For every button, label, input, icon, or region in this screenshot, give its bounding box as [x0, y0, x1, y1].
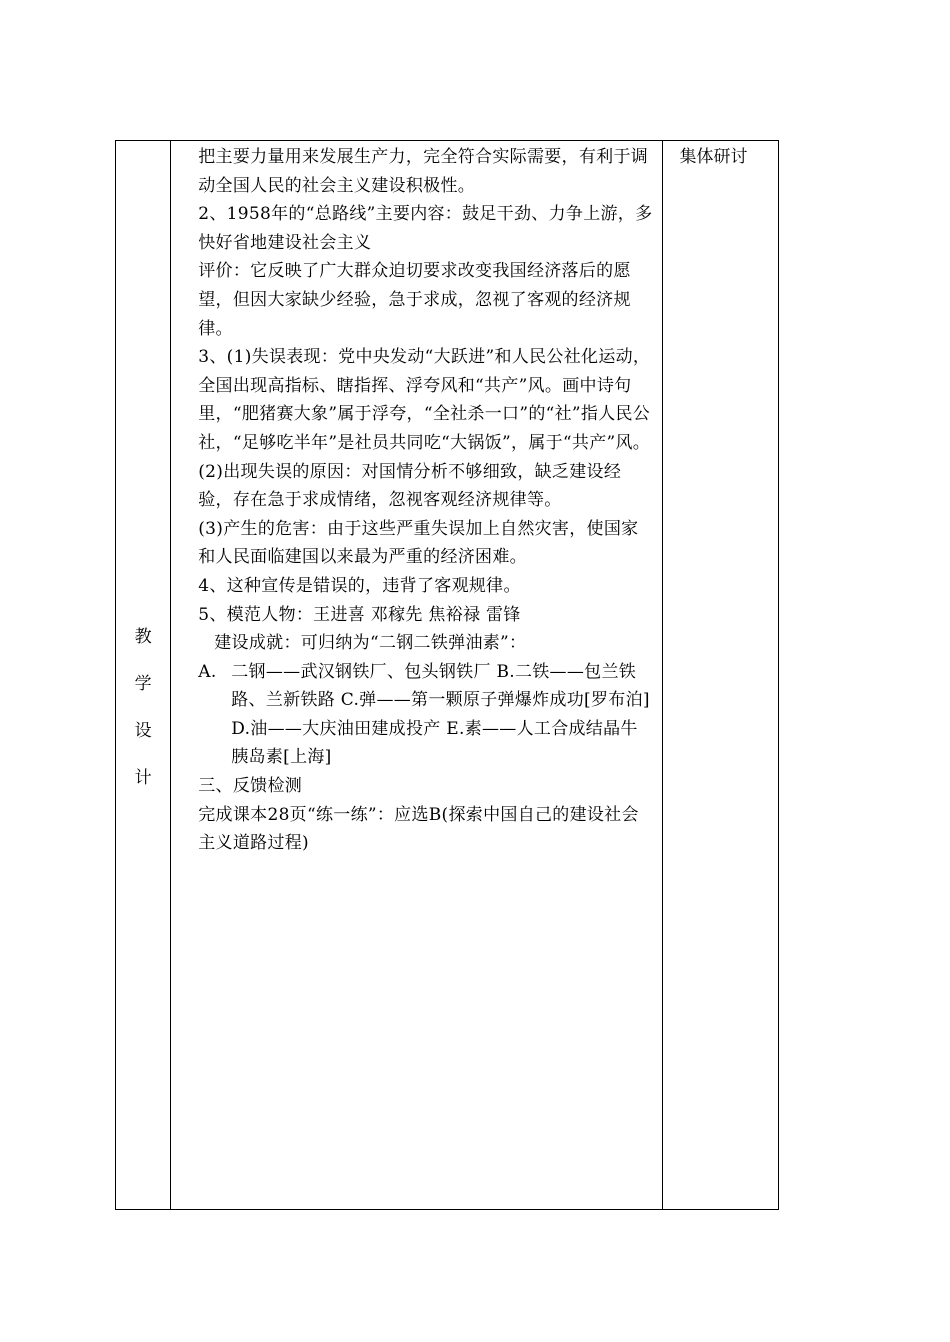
content-paragraph: 2、1958年的“总路线”主要内容：鼓足干劲、力争上游，多快好省地建设社会主义	[198, 204, 653, 253]
section-heading: 三、反馈检测	[198, 776, 303, 797]
content-cell	[171, 141, 663, 1210]
content-paragraph: 把主要力量用来发展生产力，完全符合实际需要，有利于调动全国人民的社会主义建设积极性。	[198, 147, 649, 196]
achievements-list-item	[198, 658, 654, 772]
section-label-cell	[116, 141, 171, 1210]
section-label-char: 教	[134, 627, 152, 647]
section-label	[116, 622, 170, 788]
content-paragraph: 5、模范人物：王进喜 邓稼先 焦裕禄 雷锋	[198, 604, 521, 625]
note-text: 集体研讨	[679, 147, 748, 167]
content-paragraph: (2)出现失误的原因：对国情分析不够细致，缺乏建设经验，存在急于求成情绪，忽视客观经济规律等。	[198, 461, 622, 511]
section-label-char: 设	[134, 721, 152, 741]
content-paragraph: (3)产生的危害：由于这些严重失误加上自然灾害，使国家和人民面临建国以来最为严重的经济困难。	[198, 518, 639, 568]
section-label-char: 学	[134, 674, 152, 694]
content-paragraph: 完成课本28页“练一练”：应选B(探索中国自己的建设社会主义道路过程)	[198, 804, 639, 854]
content-paragraph: 3、(1)失误表现：党中央发动“大跃进”和人民公社化运动，全国出现高指标、瞎指挥、浮夸风和“共产”风。画中诗句里，“肥猪赛大象”属于浮夸，“全社杀一口”的“社”指人民公社，“足够吃半年”是社员共同吃“大锅饭”，属于“共产”风。	[198, 347, 651, 453]
list-item-text: 二钢——武汉钢铁厂、包头钢铁厂 B.二铁——包兰铁路、兰新铁路 C.弹——第一颗原子弹爆炸成功[罗布泊] D.油——大庆油田建成投产 E.素——人工合成结晶牛胰岛素[上海]	[231, 661, 650, 768]
content-paragraph: 评价：它反映了广大群众迫切要求改变我国经济落后的愿望，但因大家缺少经验，急于求成，忽视了客观的经济规律。	[198, 261, 631, 339]
section-label-char: 计	[134, 768, 152, 788]
content-paragraph: 建设成就：可归纳为“二钢二铁弹油素”：	[214, 633, 527, 654]
table-row	[116, 141, 779, 1210]
content-paragraph: 4、这种宣传是错误的，违背了客观规律。	[198, 575, 521, 596]
list-marker: A.	[198, 661, 217, 682]
note-cell	[663, 141, 779, 1210]
lesson-plan-table	[115, 140, 779, 1210]
